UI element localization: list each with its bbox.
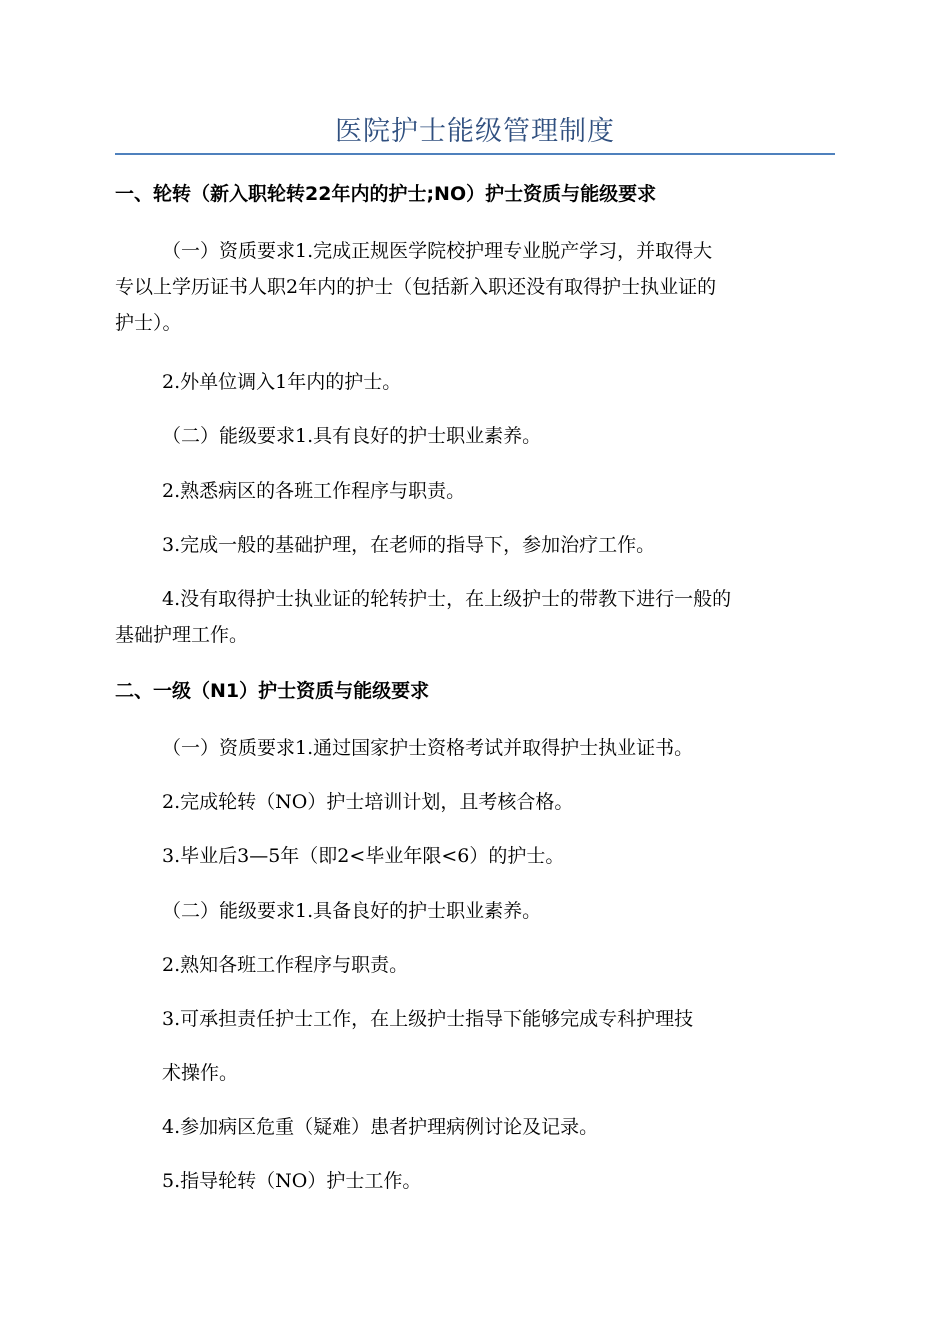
paragraph-line: 护士）。 — [115, 312, 182, 334]
section-2-paragraph-8: 4.参加病区危重（疑难）患者护理病例讨论及记录。 — [162, 1116, 599, 1138]
section-2-paragraph-9: 5.指导轮转（NO）护士工作。 — [162, 1170, 422, 1192]
paragraph-line: 4.没有取得护士执业证的轮转护士，在上级护士的带教下进行一般的 — [162, 588, 732, 610]
document-title: 医院护士能级管理制度 — [335, 116, 615, 147]
paragraph-line: 专以上学历证书人职2年内的护士（包括新入职还没有取得护士执业证的 — [115, 276, 717, 298]
title-underline — [115, 153, 835, 155]
section-1-paragraph-1 — [115, 237, 835, 337]
section-2-paragraph-6: 3.可承担责任护士工作，在上级护士指导下能够完成专科护理技 — [162, 1008, 694, 1030]
section-1-paragraph-5: 3.完成一般的基础护理，在老师的指导下，参加治疗工作。 — [162, 534, 656, 556]
section-1-heading: 一、轮转（新入职轮转22年内的护士;NO）护士资质与能级要求 — [115, 183, 657, 205]
section-1-paragraph-3: （二）能级要求1.具有良好的护士职业素养。 — [162, 425, 542, 447]
section-2-heading: 二、一级（N1）护士资质与能级要求 — [115, 680, 430, 702]
section-1-paragraph-2: 2.外单位调入1年内的护士。 — [162, 371, 402, 393]
section-1-paragraph-4: 2.熟悉病区的各班工作程序与职责。 — [162, 480, 466, 502]
section-1-paragraph-6 — [115, 585, 835, 649]
paragraph-line: 基础护理工作。 — [115, 624, 249, 646]
section-2-paragraph-2: 2.完成轮转（NO）护士培训计划，且考核合格。 — [162, 791, 574, 813]
section-2-paragraph-1: （一）资质要求1.通过国家护士资格考试并取得护士执业证书。 — [162, 737, 694, 759]
paragraph-line: （一）资质要求1.完成正规医学院校护理专业脱产学习，并取得大 — [162, 240, 713, 262]
section-2-paragraph-5: 2.熟知各班工作程序与职责。 — [162, 954, 409, 976]
section-2-paragraph-4: （二）能级要求1.具备良好的护士职业素养。 — [162, 900, 542, 922]
section-2-paragraph-3: 3.毕业后3—5年（即2<毕业年限<6）的护士。 — [162, 845, 565, 867]
section-2-paragraph-7: 术操作。 — [162, 1062, 239, 1084]
